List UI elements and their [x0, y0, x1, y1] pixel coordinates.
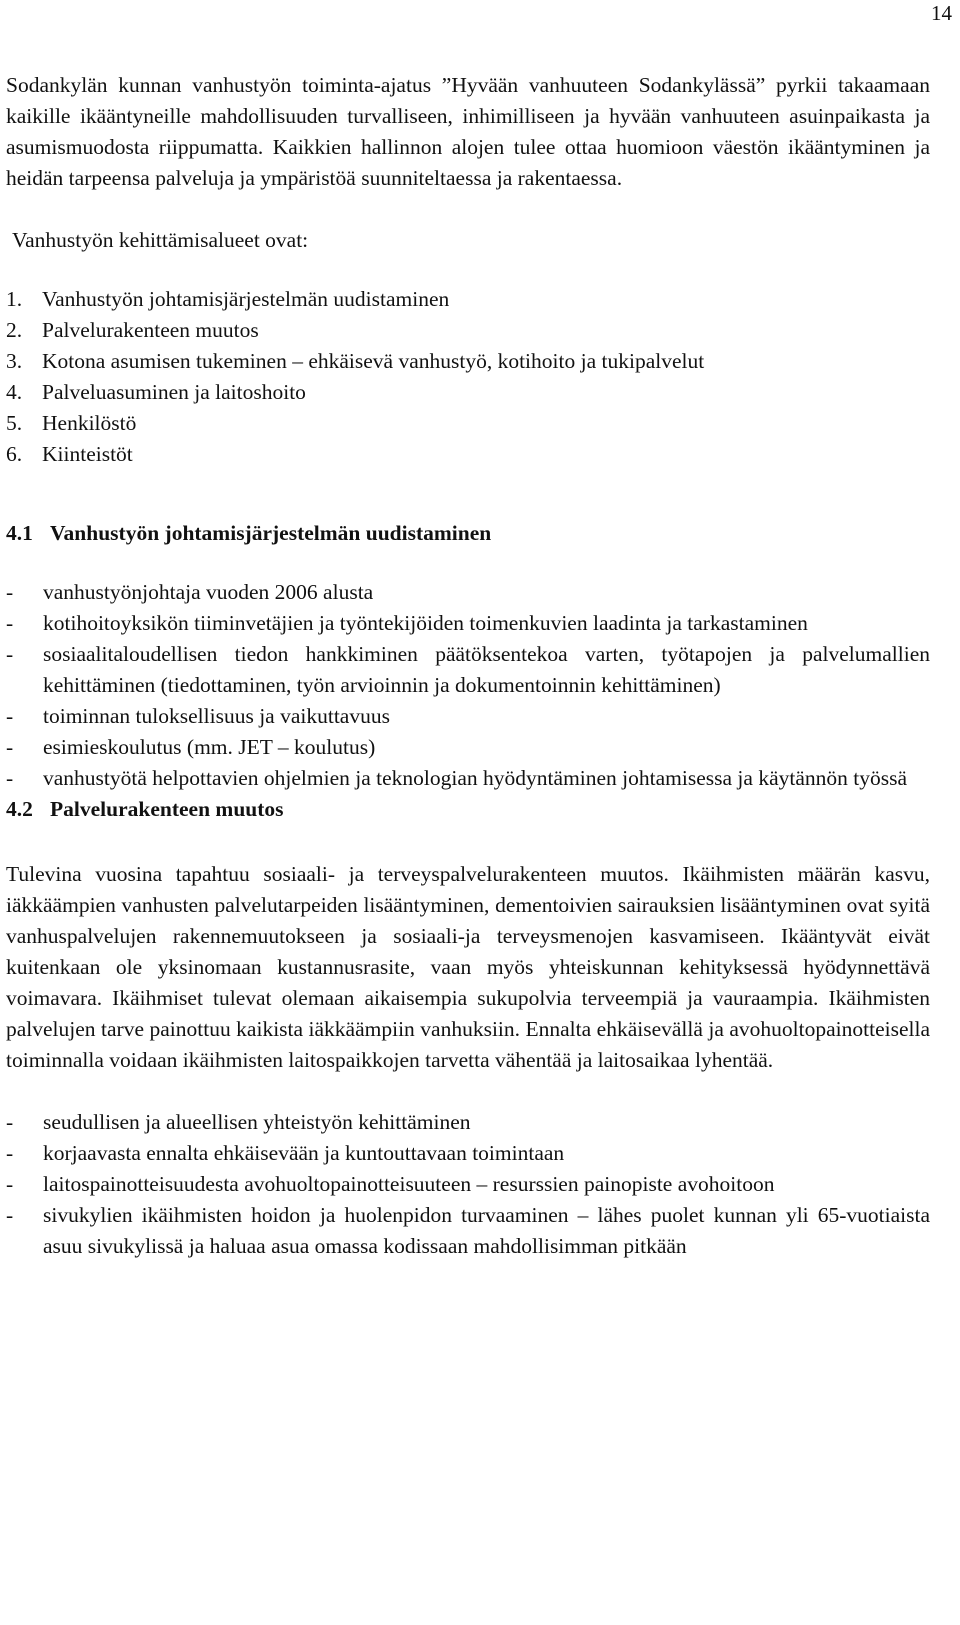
- document-body: [6, 70, 930, 1262]
- section-number: 4.1: [6, 521, 33, 545]
- section-title: Vanhustyön johtamisjärjestelmän uudistaminen: [50, 521, 492, 545]
- section-title: Palvelurakenteen muutos: [50, 797, 284, 821]
- list-item: [6, 732, 930, 763]
- section-heading-4-2: [6, 794, 930, 825]
- list-item-number: 1.: [6, 287, 23, 311]
- areas-heading: Vanhustyön kehittämisalueet ovat:: [12, 228, 309, 252]
- list-item: [6, 763, 930, 794]
- list-item-text: vanhustyönjohtaja vuoden 2006 alusta: [43, 580, 374, 604]
- dash-bullet: -: [6, 766, 14, 790]
- list-item-text: sivukylien ikäihmisten hoidon ja huolenpidon turvaaminen – lähes puolet kunnan yli 65-vuotiaista asuu sivukylissä ja haluaa asua omassa kodissaan mahdollisimman pitkään: [43, 1203, 930, 1258]
- list-item: [6, 315, 930, 346]
- list-item-text: Kotona asumisen tukeminen – ehkäisevä vanhustyö, kotihoito ja tukipalvelut: [42, 349, 705, 373]
- list-item: [6, 346, 930, 377]
- section-heading-4-1: [6, 518, 930, 549]
- section-4-1-list: [6, 577, 930, 794]
- list-item-text: Henkilöstö: [42, 411, 137, 435]
- list-item-text: vanhustyötä helpottavien ohjelmien ja teknologian hyödyntäminen johtamisessa ja käytännön työssä: [43, 766, 907, 790]
- list-item-text: Kiinteistöt: [42, 442, 133, 466]
- list-item: [6, 1169, 930, 1200]
- list-item-text: Palvelurakenteen muutos: [42, 318, 259, 342]
- list-item: [6, 377, 930, 408]
- list-item: [6, 1107, 930, 1138]
- list-item-number: 4.: [6, 380, 23, 404]
- list-item: [6, 608, 930, 639]
- dash-bullet: -: [6, 1110, 14, 1134]
- list-item-text: sosiaalitaloudellisen tiedon hankkiminen päätöksentekoa varten, työtapojen ja palvelumallien kehittäminen (tiedottaminen, työn arvioinnin ja dokumentoinnin kehittäminen): [43, 642, 930, 697]
- list-item: [6, 577, 930, 608]
- list-item-text: korjaavasta ennalta ehkäisevään ja kuntouttavaan toimintaan: [43, 1141, 565, 1165]
- list-item: [6, 639, 930, 701]
- list-item: [6, 439, 930, 470]
- dash-bullet: -: [6, 580, 14, 604]
- list-item-text: toiminnan tuloksellisuus ja vaikuttavuus: [43, 704, 390, 728]
- list-item: [6, 1200, 930, 1262]
- section-4-2-list: [6, 1107, 930, 1262]
- list-item-number: 3.: [6, 349, 23, 373]
- development-areas-list: [6, 284, 930, 470]
- dash-bullet: -: [6, 735, 14, 759]
- dash-bullet: -: [6, 1172, 14, 1196]
- dash-bullet: -: [6, 1203, 14, 1227]
- list-item-number: 5.: [6, 411, 23, 435]
- section-number: 4.2: [6, 797, 33, 821]
- dash-bullet: -: [6, 642, 14, 666]
- intro-paragraph: Sodankylän kunnan vanhustyön toiminta-ajatus ”Hyvään vanhuuteen Sodankylässä” pyrkii takaamaan kaikille ikääntyneille mahdollisuuden turvalliseen, inhimilliseen ja hyvään vanhuuteen asuinpaikasta ja asumismuodosta riippumatta. Kaikkien hallinnon alojen tulee ottaa huomioon väestön ikääntyminen ja heidän tarpeensa palveluja ja ympäristöä suunniteltaessa ja rakentaessa.: [6, 73, 930, 190]
- list-item-text: Palveluasuminen ja laitoshoito: [42, 380, 306, 404]
- section-4-2-paragraph: Tulevina vuosina tapahtuu sosiaali- ja terveyspalvelurakenteen muutos. Ikäihmisten määrän kasvu, iäkkäämpien vanhusten palvelutarpeiden lisääntyminen, dementoivien sairauksien lisääntyminen ovat syitä vanhuspalvelujen rakennemuutokseen ja sosiaali-ja terveysmenojen kasvamiseen. Ikääntyvät eivät kuitenkaan ole yksinomaan kustannusrasite, vaan myös yhteiskunnan kehityksessä hyödynnettävä voimavara. Ikäihmiset tulevat olemaan aikaisempia sukupolvia terveempiä ja vauraampia. Ikäihmisten palvelujen tarve painottuu kaikista iäkkäämpiin vanhuksiin. Ennalta ehkäisevällä ja avohuoltopainotteisella toiminnalla voidaan ikäihmisten laitospaikkojen tarvetta vähentää ja laitosaikaa lyhentää.: [6, 862, 930, 1072]
- list-item-number: 2.: [6, 318, 23, 342]
- list-item: [6, 701, 930, 732]
- list-item-number: 6.: [6, 442, 23, 466]
- page-number: 14: [931, 1, 952, 25]
- list-item-text: Vanhustyön johtamisjärjestelmän uudistaminen: [42, 287, 450, 311]
- list-item-text: esimieskoulutus (mm. JET – koulutus): [43, 735, 376, 759]
- list-item-text: kotihoitoyksikön tiiminvetäjien ja työntekijöiden toimenkuvien laadinta ja tarkastaminen: [43, 611, 808, 635]
- list-item-text: laitospainotteisuudesta avohuoltopainotteisuuteen – resurssien painopiste avohoitoon: [43, 1172, 775, 1196]
- list-item-text: seudullisen ja alueellisen yhteistyön kehittäminen: [43, 1110, 471, 1134]
- list-item: [6, 284, 930, 315]
- list-item: [6, 1138, 930, 1169]
- list-item: [6, 408, 930, 439]
- dash-bullet: -: [6, 611, 14, 635]
- dash-bullet: -: [6, 1141, 14, 1165]
- dash-bullet: -: [6, 704, 14, 728]
